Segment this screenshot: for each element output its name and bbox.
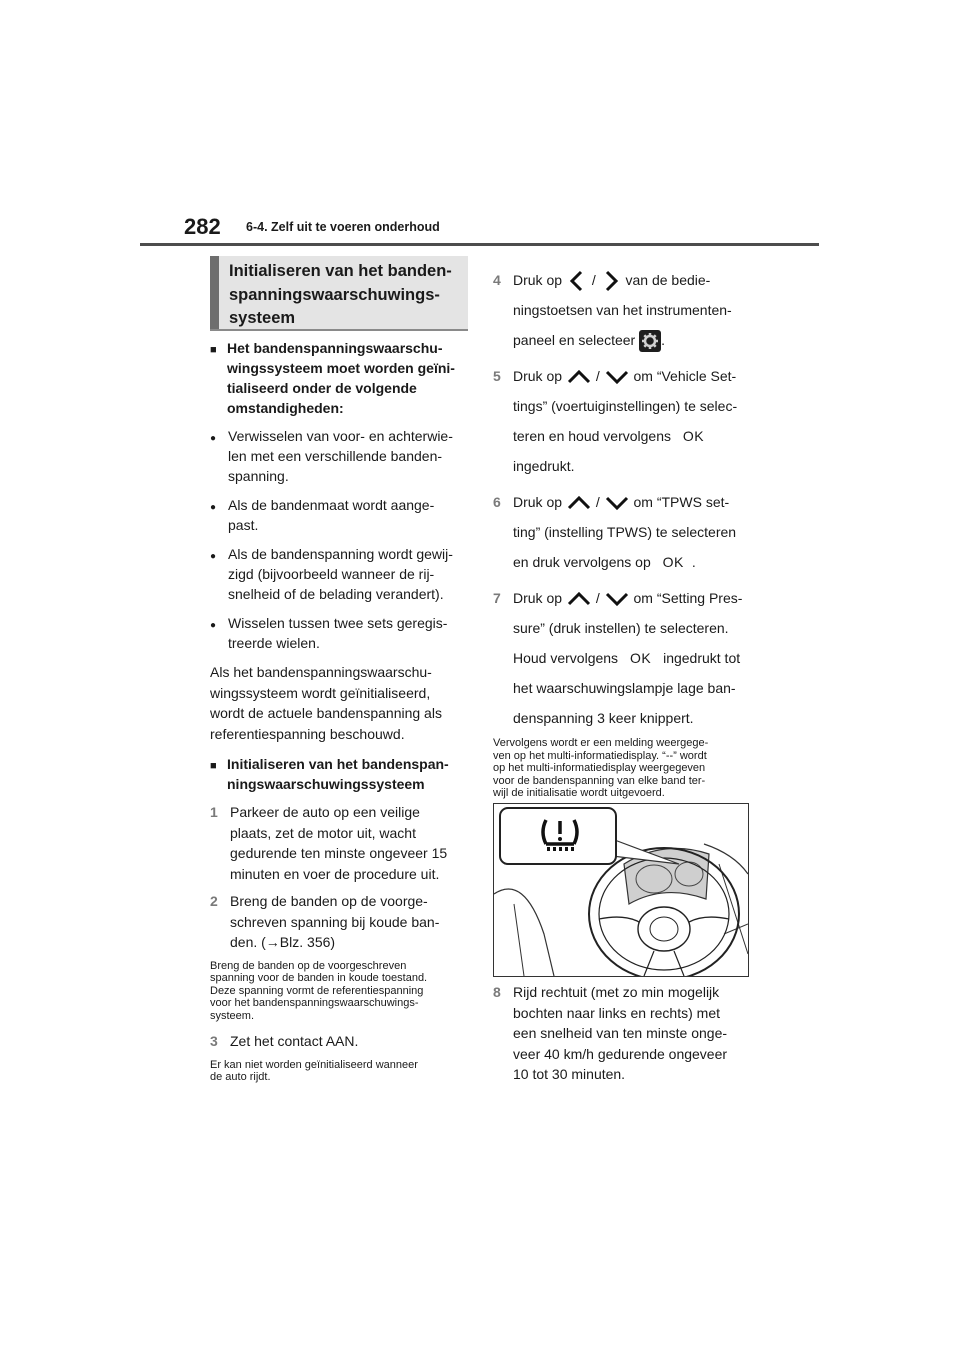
chevron-left-icon xyxy=(566,269,588,293)
ok-icon: OK xyxy=(629,650,652,666)
chevron-up-icon xyxy=(566,591,592,607)
list-item: ● Als de bandenmaat wordt aange- past. xyxy=(210,497,435,533)
dot-bullet-icon: ● xyxy=(210,620,217,631)
ok-icon: OK xyxy=(682,428,705,444)
note: Er kan niet worden geïnitialiseerd wanneer de auto rijdt. xyxy=(210,1058,418,1083)
right-column xyxy=(493,265,755,809)
gear-icon xyxy=(639,330,661,352)
section-title: Initialiseren van het banden- spanningswaarschuwings- systeem xyxy=(229,262,452,327)
step-2: 2 Breng de banden op de voorge- schreven spanning bij koude ban- den. (→Blz. 356) xyxy=(210,893,440,950)
chevron-down-icon xyxy=(604,495,630,511)
step-3: 3 Zet het contact AAN. xyxy=(210,1033,359,1049)
step-4: 4 Druk op / van de bedie- ningstoetsen van het instrumenten- paneel en selecteer . xyxy=(493,265,755,355)
dot-bullet-icon: ● xyxy=(210,551,217,562)
step-8: 8 Rijd rechtuit (met zo min mogelijk bochten naar links en rechts) met een snelheid van ten minste onge- veer 40 km/h gedurende ongeveer 10 tot 30 minuten. xyxy=(493,984,728,1082)
section-header-rule xyxy=(210,329,468,331)
list-item: ● Als de bandenspanning wordt gewij- zigd (bijvoorbeeld wanneer de rij- snelheid of de belading verandert). xyxy=(210,546,453,602)
list-item: ● Verwisselen van voor- en achterwie- len met een verschillende banden- spanning. xyxy=(210,428,453,484)
left-column xyxy=(210,338,470,1093)
subheading-conditions: ■ Het bandenspanningswaarschu- wingssysteem moet worden geïni- tialiseerd onder de volgende omstandigheden: xyxy=(210,340,455,416)
step-6: 6 Druk op / om “TPWS set- ting” (instelling TPWS) te selecteren en druk vervolgens op OK . xyxy=(493,487,755,577)
tire-pressure-warning-icon xyxy=(538,814,582,854)
square-bullet-icon: ■ xyxy=(210,344,217,356)
steering-wheel-illustration xyxy=(494,804,748,976)
dot-bullet-icon: ● xyxy=(210,502,217,513)
square-bullet-icon: ■ xyxy=(210,760,217,772)
subheading-initialize: ■ Initialiseren van het bandenspan- ningswaarschuwingssysteem xyxy=(210,756,449,792)
step-1: 1 Parkeer de auto op een veilige plaats, zet de motor uit, wacht gedurende ten minste ongeveer 15 minuten en voer de procedure uit. xyxy=(210,804,448,882)
step-5: 5 Druk op / om “Vehicle Set- tings” (voertuiginstellingen) te selec- teren en houd vervolgens OK ingedrukt. xyxy=(493,368,738,474)
page-number: 282 xyxy=(184,214,221,239)
paragraph: Als het bandenspanningswaarschu- wingssysteem wordt geïnitialiseerd, wordt de actuele bandenspanning als referentiespanning beschouwd. xyxy=(210,664,442,742)
section-header xyxy=(210,256,468,330)
list-item: ● Wisselen tussen twee sets geregis- treerde wielen. xyxy=(210,615,448,651)
chevron-down-icon xyxy=(604,591,630,607)
dot-bullet-icon: ● xyxy=(210,433,217,444)
chevron-up-icon xyxy=(566,369,592,385)
right-column-lower xyxy=(493,982,755,1092)
chevron-down-icon xyxy=(604,369,630,385)
chevron-up-icon xyxy=(566,495,592,511)
chevron-right-icon xyxy=(600,269,622,293)
note: Vervolgens wordt er een melding weergege- ven op het multi-informatiedisplay. “--” wordt op het multi-informatiedisplay weergegeven voor de bandenspanning van elke band ter- wijl de initialisatie wordt uitgevoerd. xyxy=(493,737,709,799)
header-rule xyxy=(140,243,819,246)
chapter-title: 6-4. Zelf uit te voeren onderhoud xyxy=(246,220,440,234)
note: Breng de banden op de voorgeschreven spanning voor de banden in koude toestand. Deze spanning vormt de referentiespanning voor het bandenspanningswaarschuwings- systeem. xyxy=(210,959,428,1022)
step-7: 7 Druk op / om “Setting Pres- sure” (druk instellen) te selecteren. Houd vervolgens OK ingedrukt tot het waarschuwingslampje lage ban- denspanning 3 keer knippert. xyxy=(493,590,743,726)
dashboard-illustration xyxy=(493,803,749,977)
ok-icon: OK xyxy=(662,554,684,570)
